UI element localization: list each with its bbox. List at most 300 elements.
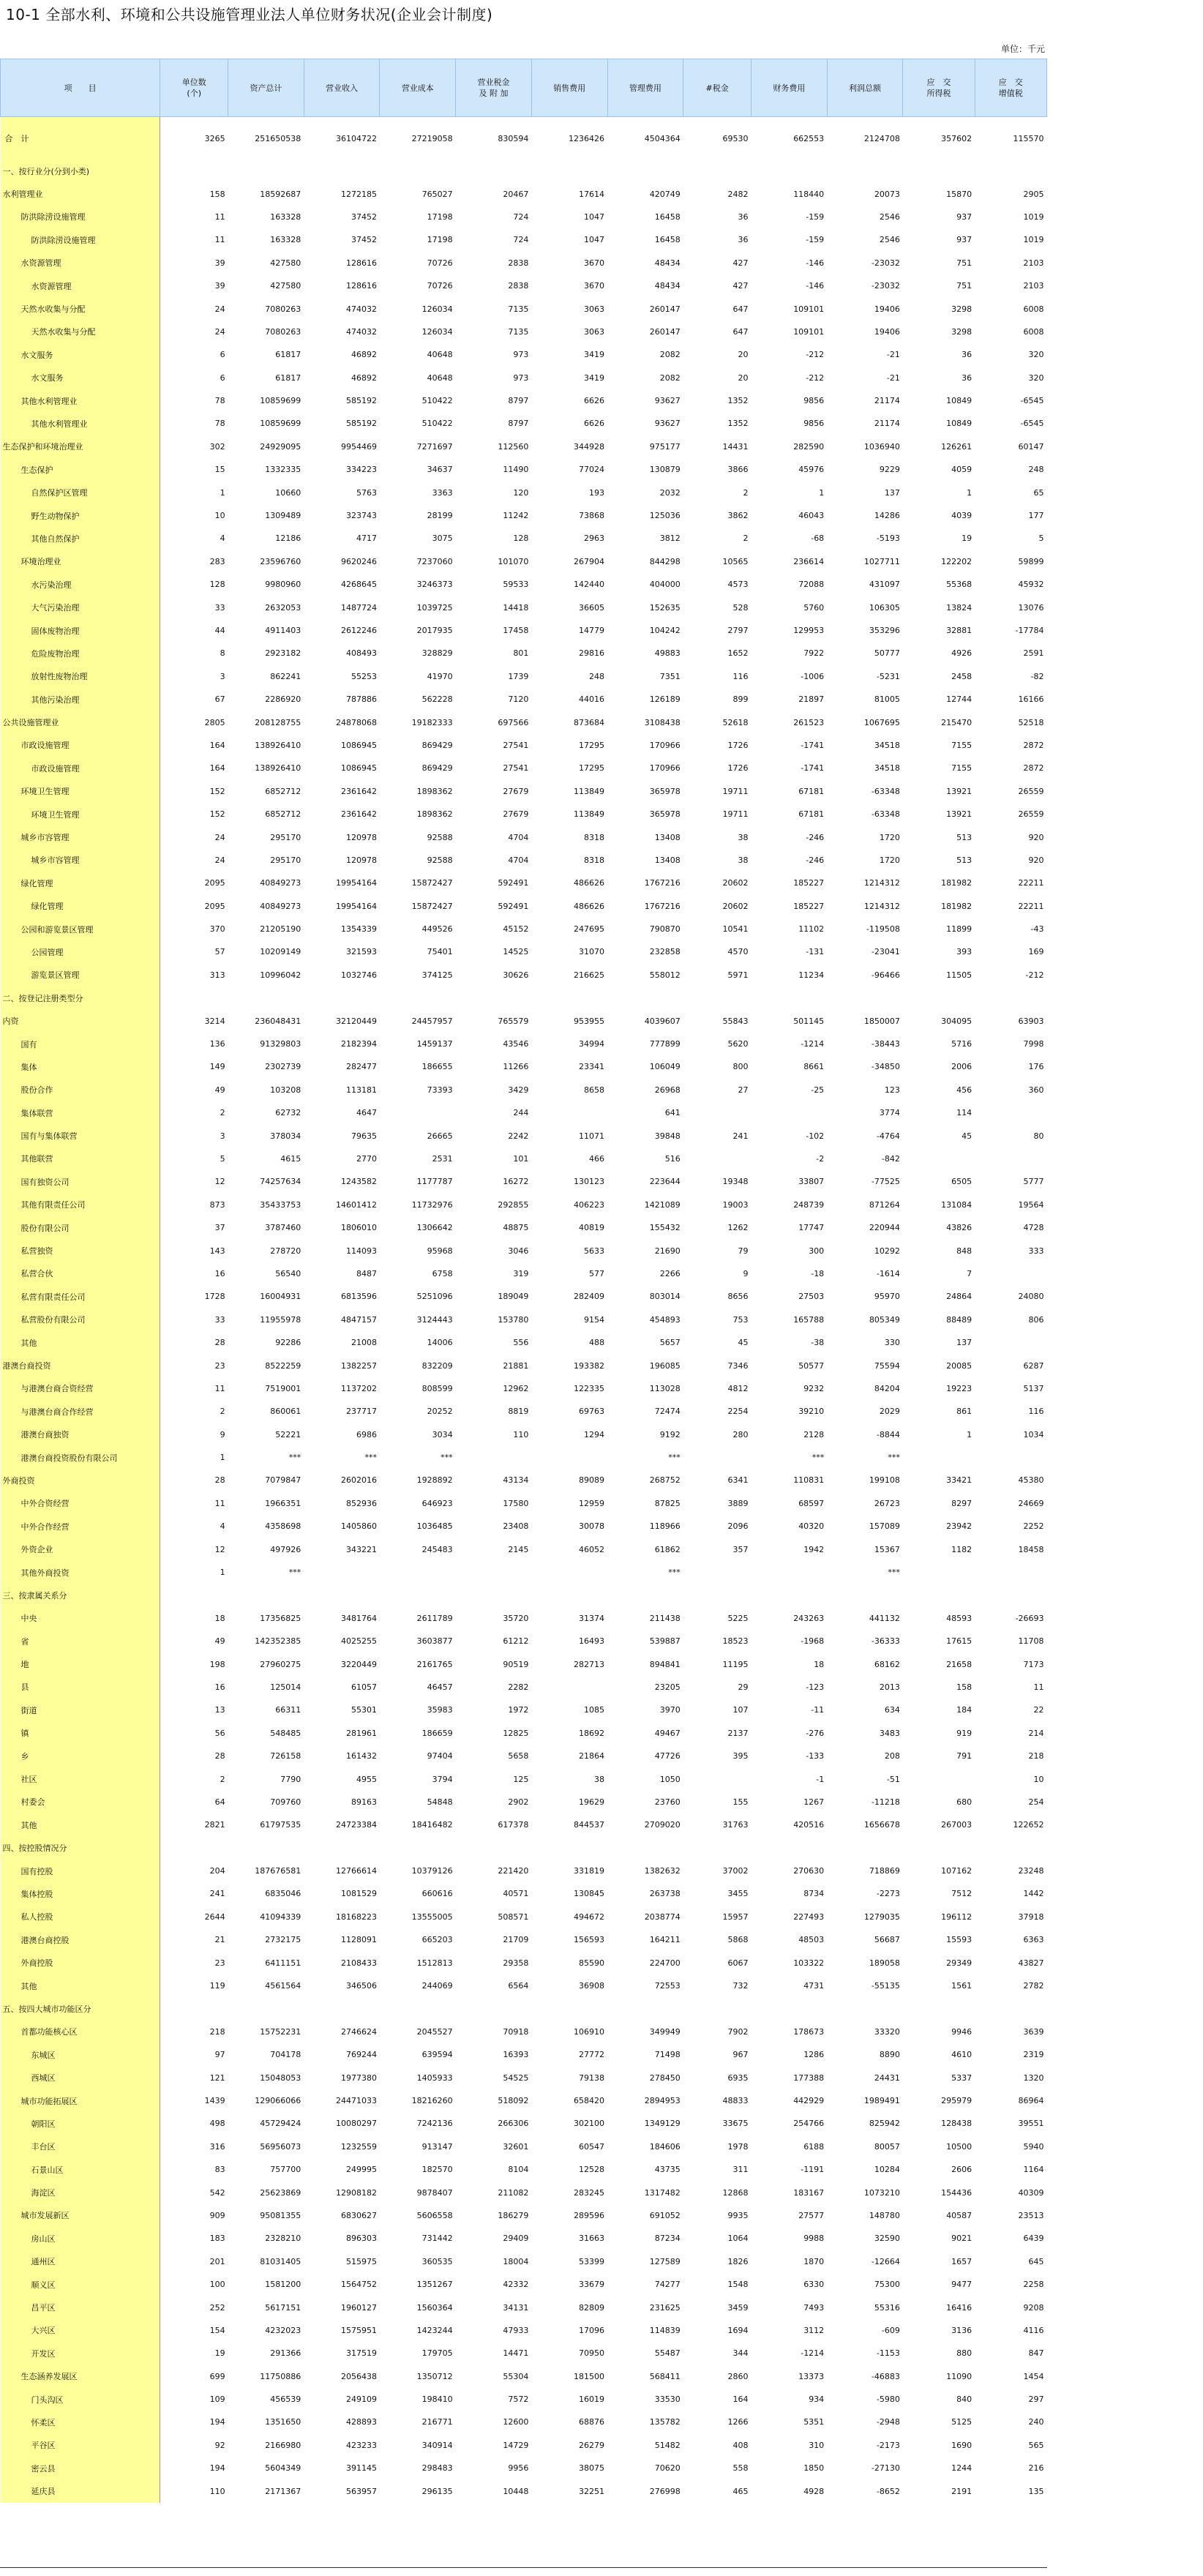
table-cell: 7519001 <box>265 1383 301 1393</box>
table-cell: *** <box>888 1453 900 1463</box>
table-row <box>1 343 1047 366</box>
table-cell: 6852712 <box>265 786 301 796</box>
table-row <box>1 1423 1047 1445</box>
table-cell: 243263 <box>793 1613 825 1623</box>
table-cell <box>683 1147 752 1170</box>
table-cell: 1332335 <box>265 465 301 475</box>
table-cell: 295170 <box>270 832 301 842</box>
row-label: 开发区 <box>1 2342 160 2365</box>
table-row <box>1 895 1047 918</box>
table-cell <box>752 1584 828 1606</box>
table-cell <box>304 160 380 182</box>
table-cell: 16004931 <box>260 1292 301 1302</box>
table-cell: 973 <box>513 350 529 360</box>
table-cell: 3639 <box>1023 2026 1044 2037</box>
table-cell: 13921 <box>946 786 972 796</box>
table-cell: 14431 <box>722 441 749 452</box>
table-cell: 187676581 <box>255 1866 301 1876</box>
table-cell: 2108433 <box>340 1958 377 1968</box>
table-cell: 2282 <box>508 1682 529 1692</box>
table-cell: 1019 <box>1023 235 1044 245</box>
table-cell: 38 <box>738 832 749 842</box>
table-cell: 15957 <box>722 1912 749 1922</box>
row-label: 游览景区管理 <box>1 964 160 986</box>
table-cell: 179705 <box>421 2348 453 2359</box>
row-label: 二、按登记注册类型分 <box>1 986 160 1009</box>
table-cell: 5137 <box>1023 1383 1044 1393</box>
table-cell: 6830627 <box>340 2210 377 2220</box>
table-cell: 1405933 <box>416 2073 453 2083</box>
table-cell: 10859699 <box>260 396 301 406</box>
table-cell: 9620246 <box>340 556 377 566</box>
table-cell: *** <box>288 1453 301 1463</box>
table-cell <box>975 1837 1046 1860</box>
row-label: 水文服务 <box>1 367 160 389</box>
row-label: 其他水利管理业 <box>1 412 160 435</box>
table-cell: 18 <box>214 1613 225 1623</box>
table-cell: 6 <box>220 372 225 383</box>
table-cell: 135782 <box>649 2417 681 2427</box>
table-cell: -102 <box>806 1131 825 1141</box>
table-cell: 27577 <box>798 2210 825 2220</box>
table-cell <box>160 1997 228 2020</box>
table-cell: 22211 <box>1018 901 1044 911</box>
table-cell: 44 <box>214 626 225 635</box>
table-cell <box>380 1837 456 1860</box>
table-cell: 1421089 <box>644 1199 681 1210</box>
table-cell <box>683 1101 752 1124</box>
row-label: 怀柔区 <box>1 2411 160 2433</box>
table-cell: 2006 <box>951 1062 972 1072</box>
table-cell <box>228 1997 304 2020</box>
table-cell: 2032 <box>659 487 681 498</box>
table-cell: 1581200 <box>265 2280 301 2290</box>
table-cell: 21008 <box>351 1338 377 1348</box>
table-cell: 765027 <box>421 189 453 199</box>
table-cell: 1081529 <box>340 1889 377 1899</box>
table-cell: 513 <box>956 855 972 865</box>
table-cell: 7922 <box>803 648 825 659</box>
table-bottom-rule <box>0 2567 1047 2568</box>
table-cell: 126034 <box>421 326 453 337</box>
table-cell: 474032 <box>345 326 377 337</box>
table-cell: 298483 <box>421 2463 453 2474</box>
table-cell: 110 <box>513 1429 529 1439</box>
table-cell: 7079847 <box>265 1475 301 1486</box>
table-cell: 154436 <box>941 2187 972 2198</box>
table-cell: 10292 <box>874 1246 900 1256</box>
table-cell: 873684 <box>574 717 605 727</box>
table-cell <box>380 986 456 1009</box>
table-cell: 4647 <box>356 1108 377 1118</box>
table-cell: 49 <box>214 1085 225 1095</box>
table-cell: 37002 <box>722 1866 749 1876</box>
table-cell: 155 <box>732 1797 749 1807</box>
table-cell: 1442 <box>1023 1889 1044 1899</box>
table-cell <box>975 986 1046 1009</box>
table-cell: 1564752 <box>340 2280 377 2290</box>
table-cell: 1 <box>220 487 225 498</box>
table-cell: 211438 <box>649 1613 681 1623</box>
table-cell <box>827 986 903 1009</box>
table-cell: *** <box>441 1453 453 1463</box>
table-cell: 107162 <box>941 1866 972 1876</box>
table-cell: 2591 <box>1023 648 1044 659</box>
table-cell: 6330 <box>803 2280 825 2290</box>
table-cell <box>975 1584 1046 1606</box>
table-cell: 75594 <box>874 1360 900 1371</box>
table-cell: -27130 <box>871 2463 900 2474</box>
table-cell: -6545 <box>1020 396 1044 406</box>
table-cell: 862241 <box>270 671 301 681</box>
table-cell: 2805 <box>204 717 225 727</box>
table-cell: 268752 <box>649 1475 681 1486</box>
row-label: 顺义区 <box>1 2273 160 2296</box>
table-cell: 55301 <box>351 1705 377 1715</box>
table-cell: 169 <box>1028 947 1044 957</box>
table-cell: 1032746 <box>340 970 377 980</box>
table-cell: 1086945 <box>340 740 377 750</box>
table-cell: 13408 <box>654 855 681 865</box>
table-cell: 4911403 <box>265 626 301 635</box>
table-cell: 323743 <box>345 511 377 521</box>
table-cell: 26279 <box>579 2440 605 2450</box>
table-cell: *** <box>288 1568 301 1578</box>
table-cell: 11505 <box>946 970 972 980</box>
table-cell: -55135 <box>871 1981 900 1991</box>
table-cell: 223644 <box>649 1177 681 1187</box>
table-row <box>1 734 1047 757</box>
table-row <box>1 2273 1047 2296</box>
table-cell <box>228 1584 304 1606</box>
table-cell: 3034 <box>432 1429 453 1439</box>
table-cell: 16458 <box>654 235 681 245</box>
table-cell: 10660 <box>275 487 301 498</box>
table-cell <box>456 1446 532 1469</box>
table-cell: 8318 <box>584 832 605 842</box>
table-cell: 913147 <box>421 2141 453 2152</box>
table-cell: 32251 <box>579 2486 605 2496</box>
table-cell: 116 <box>1028 1407 1044 1417</box>
table-cell: 216 <box>1028 2463 1044 2474</box>
table-cell: 1972 <box>508 1705 529 1715</box>
table-cell: 3265 <box>204 133 225 143</box>
table-cell: 2082 <box>659 350 681 360</box>
row-label: 其他有限责任公司 <box>1 1194 160 1216</box>
table-row <box>1 2066 1047 2089</box>
column-header: 资产总计 <box>228 59 304 117</box>
table-cell: 830594 <box>498 133 529 143</box>
table-cell: 2252 <box>1023 1521 1044 1532</box>
table-cell: 181982 <box>941 901 972 911</box>
table-cell: 4268645 <box>340 580 377 590</box>
table-cell: 497926 <box>270 1544 301 1554</box>
table-cell: 860061 <box>270 1407 301 1417</box>
table-cell: 1826 <box>727 2256 749 2266</box>
table-row <box>1 527 1047 550</box>
table-cell: 801 <box>513 648 529 659</box>
table-cell: 2361642 <box>340 809 377 820</box>
table-cell: 20073 <box>874 189 900 199</box>
table-cell: 158 <box>209 189 225 199</box>
table-cell: 16 <box>214 1682 225 1692</box>
table-cell <box>531 1101 607 1124</box>
table-cell: 51482 <box>654 2440 681 2450</box>
table-cell: 196112 <box>941 1912 972 1922</box>
table-cell: 261523 <box>793 717 825 727</box>
table-cell: 852936 <box>345 1498 377 1508</box>
table-cell: 1850007 <box>863 1016 900 1026</box>
table-cell: 296135 <box>421 2486 453 2496</box>
table-cell: 282590 <box>793 441 825 452</box>
table-cell: 81005 <box>874 694 900 705</box>
table-row <box>1 1630 1047 1652</box>
table-cell: 7242136 <box>416 2119 453 2129</box>
table-cell: 1459137 <box>416 1039 453 1049</box>
table-cell: 1870 <box>803 2256 825 2266</box>
row-label: 天然水收集与分配 <box>1 297 160 320</box>
table-cell: 137 <box>956 1338 972 1348</box>
table-cell: 10849 <box>946 419 972 429</box>
table-cell: 27679 <box>503 786 529 796</box>
table-cell: 2137 <box>727 1728 749 1738</box>
table-cell: 697566 <box>498 717 529 727</box>
table-row <box>1 688 1047 711</box>
table-cell: 29349 <box>946 1958 972 1968</box>
table-cell: 1243582 <box>340 1177 377 1187</box>
table-cell: 1382257 <box>340 1360 377 1371</box>
table-cell: 100 <box>209 2280 225 2290</box>
table-cell: 894841 <box>649 1659 681 1669</box>
table-cell: 29409 <box>503 2234 529 2244</box>
table-cell: 753 <box>732 1314 749 1325</box>
table-cell: 93627 <box>654 396 681 406</box>
table-cell: 4504364 <box>644 133 681 143</box>
table-cell: -21 <box>886 350 900 360</box>
table-cell: 9229 <box>879 465 900 475</box>
table-cell: 106305 <box>869 602 900 613</box>
table-cell: 2902 <box>508 1797 529 1807</box>
table-cell: 5657 <box>659 1338 681 1348</box>
table-cell: 975177 <box>649 441 681 452</box>
row-label: 私营股份有限公司 <box>1 1308 160 1331</box>
table-cell: 20252 <box>427 1407 453 1417</box>
table-cell: 17356825 <box>260 1613 301 1623</box>
table-cell: 4615 <box>280 1153 301 1164</box>
table-cell: 6626 <box>584 419 605 429</box>
table-cell: 43827 <box>1018 1958 1044 1968</box>
table-cell: 55368 <box>946 580 972 590</box>
table-cell: 516 <box>664 1153 681 1164</box>
table-cell <box>228 160 304 182</box>
table-cell <box>380 1584 456 1606</box>
table-row <box>1 825 1047 848</box>
table-cell <box>903 1767 975 1790</box>
table-cell: 542 <box>209 2187 225 2198</box>
table-cell: 2606 <box>951 2165 972 2175</box>
table-cell: 1085 <box>584 1705 605 1715</box>
table-cell: 442929 <box>793 2096 825 2105</box>
table-cell: 3419 <box>584 372 605 383</box>
row-label: 绿化管理 <box>1 895 160 918</box>
table-cell: 14729 <box>503 2440 529 2450</box>
table-cell: 128 <box>513 533 529 544</box>
table-cell <box>531 1584 607 1606</box>
table-cell: 6626 <box>584 396 605 406</box>
table-cell: 283 <box>209 556 225 566</box>
table-cell: 456539 <box>270 2395 301 2405</box>
table-cell: 4 <box>220 1521 225 1532</box>
table-cell: -1214 <box>801 1039 825 1049</box>
table-cell: 6287 <box>1023 1360 1044 1371</box>
table-cell: 152 <box>209 809 225 820</box>
table-cell: 20085 <box>946 1360 972 1371</box>
row-label: 集体控股 <box>1 1882 160 1905</box>
table-cell: 49467 <box>654 1728 681 1738</box>
table-cell: 40819 <box>579 1223 605 1233</box>
table-cell: 2838 <box>508 281 529 291</box>
table-cell: 9878407 <box>416 2187 453 2198</box>
table-cell: 6363 <box>1023 1935 1044 1945</box>
row-label: 四、按控股情况分 <box>1 1837 160 1860</box>
table-cell: 4573 <box>727 580 749 590</box>
table-cell: 87825 <box>654 1498 681 1508</box>
table-row <box>1 872 1047 894</box>
table-cell: 280 <box>732 1429 749 1439</box>
table-cell: 72474 <box>654 1407 681 1417</box>
table-cell: 1 <box>220 1453 225 1463</box>
table-cell: 14286 <box>874 511 900 521</box>
column-header: 财务费用 <box>752 59 828 117</box>
table-cell: 15872427 <box>411 901 453 911</box>
table-cell: 130123 <box>574 1177 605 1187</box>
table-cell: 37452 <box>351 235 377 245</box>
table-cell: 5658 <box>508 1751 529 1761</box>
table-cell: 24 <box>214 326 225 337</box>
table-cell: 143 <box>209 1246 225 1256</box>
table-cell: -1741 <box>801 740 825 750</box>
row-label: 城乡市容管理 <box>1 849 160 872</box>
table-cell: 189049 <box>498 1292 529 1302</box>
table-cell: 680 <box>956 1797 972 1807</box>
table-cell: 33675 <box>722 2119 749 2129</box>
table-cell: 24929095 <box>260 441 301 452</box>
table-cell: 46457 <box>427 1682 453 1692</box>
table-cell: 79138 <box>579 2073 605 2083</box>
table-cell: 1137202 <box>340 1383 377 1393</box>
table-cell: -38 <box>811 1338 825 1348</box>
table-cell: 32120449 <box>335 1016 377 1026</box>
row-label: 国有独资公司 <box>1 1170 160 1193</box>
table-row <box>1 1791 1047 1813</box>
table-cell: 95081355 <box>260 2210 301 2220</box>
table-cell: -17784 <box>1015 626 1044 635</box>
table-cell <box>975 1147 1046 1170</box>
table-cell: 3812 <box>659 533 681 544</box>
table-cell: 2872 <box>1023 740 1044 750</box>
table-cell: 665203 <box>421 1935 453 1945</box>
table-cell: 395 <box>732 1751 749 1761</box>
table-row <box>1 458 1047 481</box>
table-cell: 6411151 <box>265 1958 301 1968</box>
row-label: 国有与集体联营 <box>1 1124 160 1147</box>
table-cell: 74257634 <box>260 1177 301 1187</box>
table-cell: 704178 <box>270 2050 301 2060</box>
table-cell: 4704 <box>508 855 529 865</box>
table-cell: 302100 <box>574 2119 605 2129</box>
table-cell: 118440 <box>793 189 825 199</box>
table-cell: 2191 <box>951 2486 972 2496</box>
table-cell: 24431 <box>874 2073 900 2083</box>
row-label: 公园管理 <box>1 940 160 963</box>
table-cell: 1047 <box>584 235 605 245</box>
table-cell: 6439 <box>1023 2234 1044 2244</box>
table-cell: 165788 <box>793 1314 825 1325</box>
table-cell: 404000 <box>649 580 681 590</box>
row-label: 其他 <box>1 1813 160 1836</box>
table-cell: 14601412 <box>335 1199 377 1210</box>
table-cell: 43134 <box>503 1475 529 1486</box>
table-cell: 2963 <box>584 533 605 544</box>
table-cell: 2482 <box>727 189 749 199</box>
table-cell: 431097 <box>869 580 900 590</box>
table-cell: 2797 <box>727 626 749 635</box>
table-row <box>1 2296 1047 2318</box>
table-cell: 7155 <box>951 763 972 774</box>
table-cell <box>456 160 532 182</box>
table-cell: 16166 <box>1018 694 1044 705</box>
table-cell: 1214312 <box>863 878 900 888</box>
row-label: 村委会 <box>1 1791 160 1813</box>
table-cell: 909 <box>209 2210 225 2220</box>
table-cell: 95968 <box>427 1246 453 1256</box>
table-cell: 16493 <box>579 1636 605 1647</box>
row-label: 五、按四大城市功能区分 <box>1 1997 160 2020</box>
table-cell: 5 <box>220 1153 225 1164</box>
table-cell: 1960127 <box>340 2302 377 2313</box>
table-cell: 260147 <box>649 326 681 337</box>
table-cell: -68 <box>811 533 825 544</box>
table-cell: 208128755 <box>255 717 301 727</box>
table-cell: 1351650 <box>265 2417 301 2427</box>
table-cell: 880 <box>956 2348 972 2359</box>
table-cell: 8658 <box>584 1085 605 1095</box>
table-cell: 5604349 <box>265 2463 301 2474</box>
table-cell: 193 <box>589 487 605 498</box>
row-label: 丰台区 <box>1 2135 160 2158</box>
row-label: 中外合作经营 <box>1 1515 160 1538</box>
table-cell: 5251096 <box>416 1292 453 1302</box>
row-label: 水污染治理 <box>1 573 160 596</box>
table-cell: 11242 <box>503 511 529 521</box>
table-cell <box>607 160 683 182</box>
table-cell: 26559 <box>1018 786 1044 796</box>
table-cell: 27679 <box>503 809 529 820</box>
table-cell: 8819 <box>508 1407 529 1417</box>
table-cell: 2821 <box>204 1820 225 1830</box>
table-cell: 27960275 <box>260 1659 301 1669</box>
table-cell: 2770 <box>356 1153 377 1164</box>
table-cell: 23205 <box>654 1682 681 1692</box>
table-cell: 33 <box>214 602 225 613</box>
table-cell: -6545 <box>1020 419 1044 429</box>
table-cell: 14779 <box>579 626 605 635</box>
column-header: 项 目 <box>1 59 160 117</box>
table-cell: 177 <box>1028 511 1044 521</box>
table-cell: 128438 <box>941 2119 972 2129</box>
row-label: 与港澳台商合作经营 <box>1 1400 160 1423</box>
table-cell: 282713 <box>574 1659 605 1669</box>
